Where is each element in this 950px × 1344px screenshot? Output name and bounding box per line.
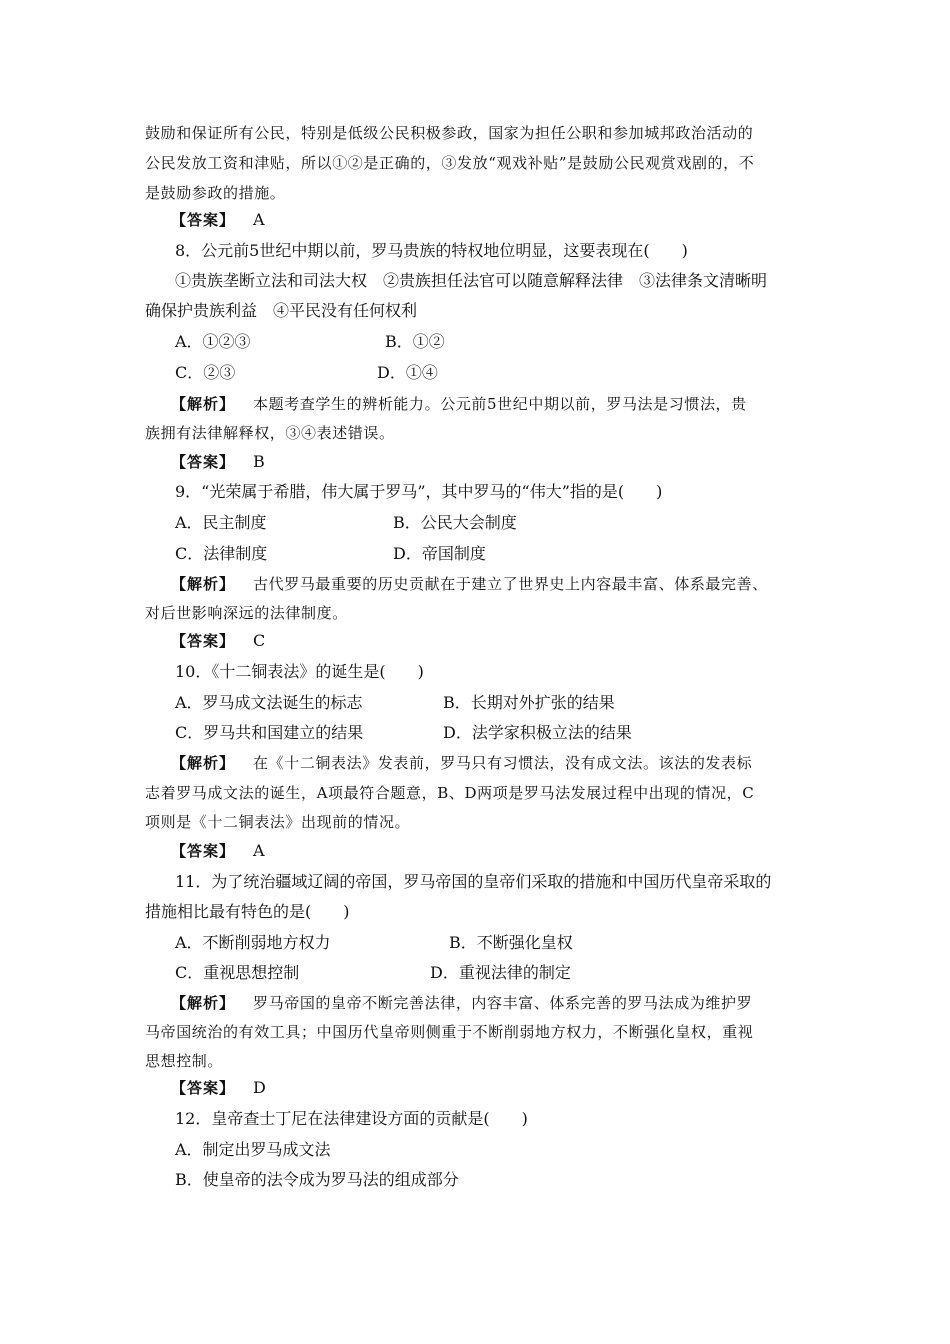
question-9-analysis-line-1	[171, 574, 768, 594]
question-10-analysis-line-2: 志着罗马成文法的诞生，A项最符合题意，B、D两项是罗马法发展过程中出现的情况，C	[145, 784, 755, 802]
question-10-option-a: A．罗马成文法诞生的标志	[175, 693, 363, 712]
question-9-option-c: C．法律制度	[175, 544, 268, 563]
question-11-option-b: B．不断强化皇权	[449, 933, 573, 952]
question-9-option-a: A．民主制度	[175, 513, 267, 532]
question-12-option-b: B．使皇帝的法令成为罗马法的组成部分	[175, 1170, 459, 1189]
answer-label: 【答案】	[171, 453, 236, 471]
answer-label: 【答案】	[171, 632, 236, 650]
question-8-items-line-1: ①贵族垄断立法和司法大权 ②贵族担任法官可以随意解释法律 ③法律条文清晰明	[175, 271, 768, 290]
question-11-analysis-line-1	[171, 993, 752, 1013]
question-9-analysis-line-2: 对后世影响深远的法律制度。	[145, 604, 348, 622]
question-10-option-d: D．法学家积极立法的结果	[443, 723, 632, 742]
question-8-analysis-line-2: 族拥有法律解释权，③④表述错误。	[145, 424, 395, 442]
prev-explanation-line-1: 鼓励和保证所有公民，特别是低级公民积极参政，国家为担任公职和参加城邦政治活动的	[145, 124, 754, 142]
analysis-label: 【解析】	[171, 395, 236, 413]
question-10-analysis-line-1	[171, 753, 752, 773]
analysis-label: 【解析】	[171, 994, 236, 1012]
question-8-option-a: A．①②③	[175, 332, 251, 351]
question-8-option-d: D．①④	[377, 363, 438, 382]
question-8-items-line-2: 确保护贵族利益 ④平民没有任何权利	[145, 301, 418, 320]
analysis-text: 古代罗马最重要的历史贡献在于建立了世界史上内容最丰富、体系最完善、	[253, 575, 768, 593]
question-12-stem: 12．皇帝查士丁尼在法律建设方面的贡献是( )	[175, 1109, 528, 1128]
prev-answer-line	[171, 210, 265, 230]
question-9-option-d: D．帝国制度	[393, 544, 486, 563]
question-10-answer-line	[171, 841, 265, 861]
prev-explanation-line-3: 是鼓励参政的措施。	[145, 184, 286, 202]
question-11-stem-line-1: 11．为了统治疆域辽阔的帝国，罗马帝国的皇帝们采取的措施和中国历代皇帝采取的	[175, 872, 772, 891]
answer-value: D	[253, 1078, 266, 1097]
question-8-stem: 8．公元前5世纪中期以前，罗马贵族的特权地位明显，这要表现在( )	[175, 241, 688, 260]
question-11-option-c: C．重视思想控制	[175, 963, 300, 982]
question-10-analysis-line-3: 项则是《十二铜表法》出现前的情况。	[145, 813, 411, 831]
analysis-label: 【解析】	[171, 575, 236, 593]
question-11-answer-line	[171, 1078, 266, 1098]
answer-label: 【答案】	[171, 211, 236, 229]
answer-label: 【答案】	[171, 1079, 236, 1097]
answer-value: A	[253, 210, 265, 229]
question-9-stem: 9．“光荣属于希腊，伟大属于罗马”，其中罗马的“伟大”指的是( )	[175, 482, 663, 501]
question-11-option-a: A．不断削弱地方权力	[175, 933, 331, 952]
question-12-option-a: A．制定出罗马成文法	[175, 1140, 331, 1159]
question-9-option-b: B．公民大会制度	[393, 513, 517, 532]
prev-explanation-line-2: 公民发放工资和津贴，所以①②是正确的，③发放“观戏补贴”是鼓励公民观赏戏剧的，不	[145, 154, 755, 172]
analysis-text: 本题考查学生的辨析能力。公元前5世纪中期以前，罗马法是习惯法，贵	[253, 395, 747, 413]
question-11-analysis-line-2: 马帝国统治的有效工具；中国历代皇帝则侧重于不断削弱地方权力，不断强化皇权，重视	[145, 1023, 754, 1041]
question-8-analysis-line-1	[171, 394, 747, 414]
question-11-stem-line-2: 措施相比最有特色的是( )	[145, 902, 350, 921]
question-8-option-b: B．①②	[385, 332, 445, 351]
question-8-answer-line	[171, 452, 265, 472]
question-11-option-d: D．重视法律的制定	[430, 963, 571, 982]
analysis-text: 罗马帝国的皇帝不断完善法律，内容丰富、体系完善的罗马法成为维护罗	[253, 994, 753, 1012]
question-9-answer-line	[171, 631, 265, 651]
question-10-option-b: B．长期对外扩张的结果	[443, 693, 615, 712]
analysis-text: 在《十二铜表法》发表前，罗马只有习惯法，没有成文法。该法的发表标	[253, 754, 753, 772]
answer-label: 【答案】	[171, 842, 236, 860]
question-11-analysis-line-3: 思想控制。	[145, 1052, 224, 1070]
question-10-option-c: C．罗马共和国建立的结果	[175, 723, 364, 742]
answer-value: A	[253, 841, 265, 860]
analysis-label: 【解析】	[171, 754, 236, 772]
question-8-option-c: C．②③	[175, 363, 236, 382]
answer-value: B	[253, 452, 265, 471]
answer-value: C	[253, 631, 266, 650]
question-10-stem: 10．《十二铜表法》的诞生是( )	[175, 662, 424, 681]
